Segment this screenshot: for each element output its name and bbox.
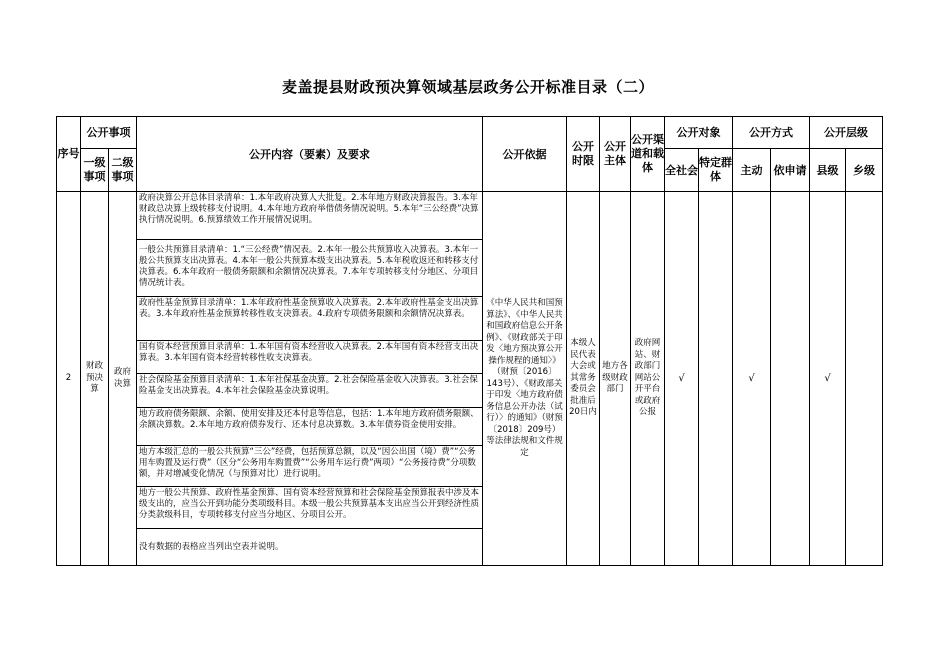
header-level: 公开层级 [810,117,883,149]
row-level-county: √ [810,192,846,566]
header-basis: 公开依据 [483,117,567,192]
header-target: 公开对象 [665,117,733,149]
content-item: 国有资本经营预算目录清单：1.本年国有资本经营收入决算表。2.本年国有资本经营支出决算表。3.本年国有资本经营转移性收支决算表。 [137,341,483,374]
content-item: 一般公共预算目录清单：1.“三公经费”情况表。2.本年一般公共预算收入决算表。3.本年一般公共预算支出决算表。4.本年一般公共预算本级支出决算表。5.本年税收返还和转移支付决算表。6.本年政府一般债务限额和余额情况决算表。7.本年专项转移支付分地区、分项目情况统计表。 [137,240,483,297]
header-level1: 一级事项 [81,149,109,192]
content-item: 地方政府债务限额、余额、使用安排及还本付息等信息，包括：1.本年地方政府债务限额、余额决算数。2.本年地方政府债券发行、还本付息决算数。3.本年债券资金使用安排。 [137,408,483,446]
row-target-all: √ [665,192,699,566]
header-target-specific: 特定群体 [699,149,733,192]
header-items: 公开事项 [81,117,137,149]
row-time-limit: 本级人民代表大会或其常务委员会批准后20日内 [567,192,600,566]
row-level2: 政府决算 [109,192,137,566]
row-method-active: √ [733,192,771,566]
header-subject: 公开主体 [600,117,631,192]
row-target-specific [699,192,733,566]
header-time-limit: 公开时限 [567,117,600,192]
header-content: 公开内容（要素）及要求 [137,117,483,192]
content-item: 政府性基金预算目录清单：1.本年政府性基金预算收入决算表。2.本年政府性基金支出决算表。3.本年政府性基金预算转移性收支决算表。4.政府专项债务限额和余额情况决算表。 [137,297,483,341]
row-method-request [771,192,810,566]
row-level1: 财政预决算 [81,192,109,566]
header-level2: 二级事项 [109,149,137,192]
content-item: 地方一般公共预算、政府性基金预算、国有资本经营预算和社会保险基金预算报表中涉及本级支出的，应当公开到功能分类项级科目。本级一般公共预算基本支出应当公开到经济性质分类款级科目，专项转移支付应当分地区、分项目公开。 [137,487,483,529]
row-subject: 地方各级财政部门 [600,192,631,566]
content-item: 社会保险基金预算目录清单：1.本年社保基金决算。2.社会保险基金收入决算表。3.社会保险基金支出决算表。4.本年社会保险基金决算说明。 [137,374,483,408]
row-level-township [846,192,883,566]
header-method-request: 依申请 [771,149,810,192]
content-item: 地方本级汇总的一般公共预算“三公”经费，包括预算总额，以及“因公出国（境）费”“公务用车购置及运行费”（区分“公务用车购置费”“公务用车运行费”两项）“公务接待费”分项数额，并对增减变化情况（与预算对比）进行说明。 [137,446,483,487]
header-method-active: 主动 [733,149,771,192]
row-channel: 政府网站、财政部门网站公开平台或政府公报 [631,192,665,566]
page-title: 麦盖提县财政预决算领域基层政务公开标准目录（二） [281,78,654,96]
header-level-township: 乡级 [846,149,883,192]
content-item: 政府决算公开总体目录清单：1.本年政府决算人大批复。2.本年地方财政决算报告。3.本年财政总决算上级转移支付说明。4.本年地方政府举借债务情况说明。5.本年“三公经费”决算执行情况说明。6.预算绩效工作开展情况说明。 [137,192,483,240]
row-basis: 《中华人民共和国预算法》、《中华人民共和国政府信息公开条例》、《财政部关于印发〈地方预决算公开操作规程的通知〉》（财预〔2016〕143号）、《财政部关于印发〈地方政府债务信息公开办法（试行）〉的通知》（财预〔2018〕209号）等法律法规和文件规定 [483,192,567,566]
header-seq: 序号 [57,117,81,192]
header-target-all: 全社会 [665,149,699,192]
header-channel: 公开渠道和载体 [631,117,665,192]
header-level-county: 县级 [810,149,846,192]
content-item: 没有数据的表格应当列出空表并说明。 [137,529,483,566]
row-seq: 2 [57,192,81,566]
catalog-table [56,116,883,566]
header-method: 公开方式 [733,117,810,149]
